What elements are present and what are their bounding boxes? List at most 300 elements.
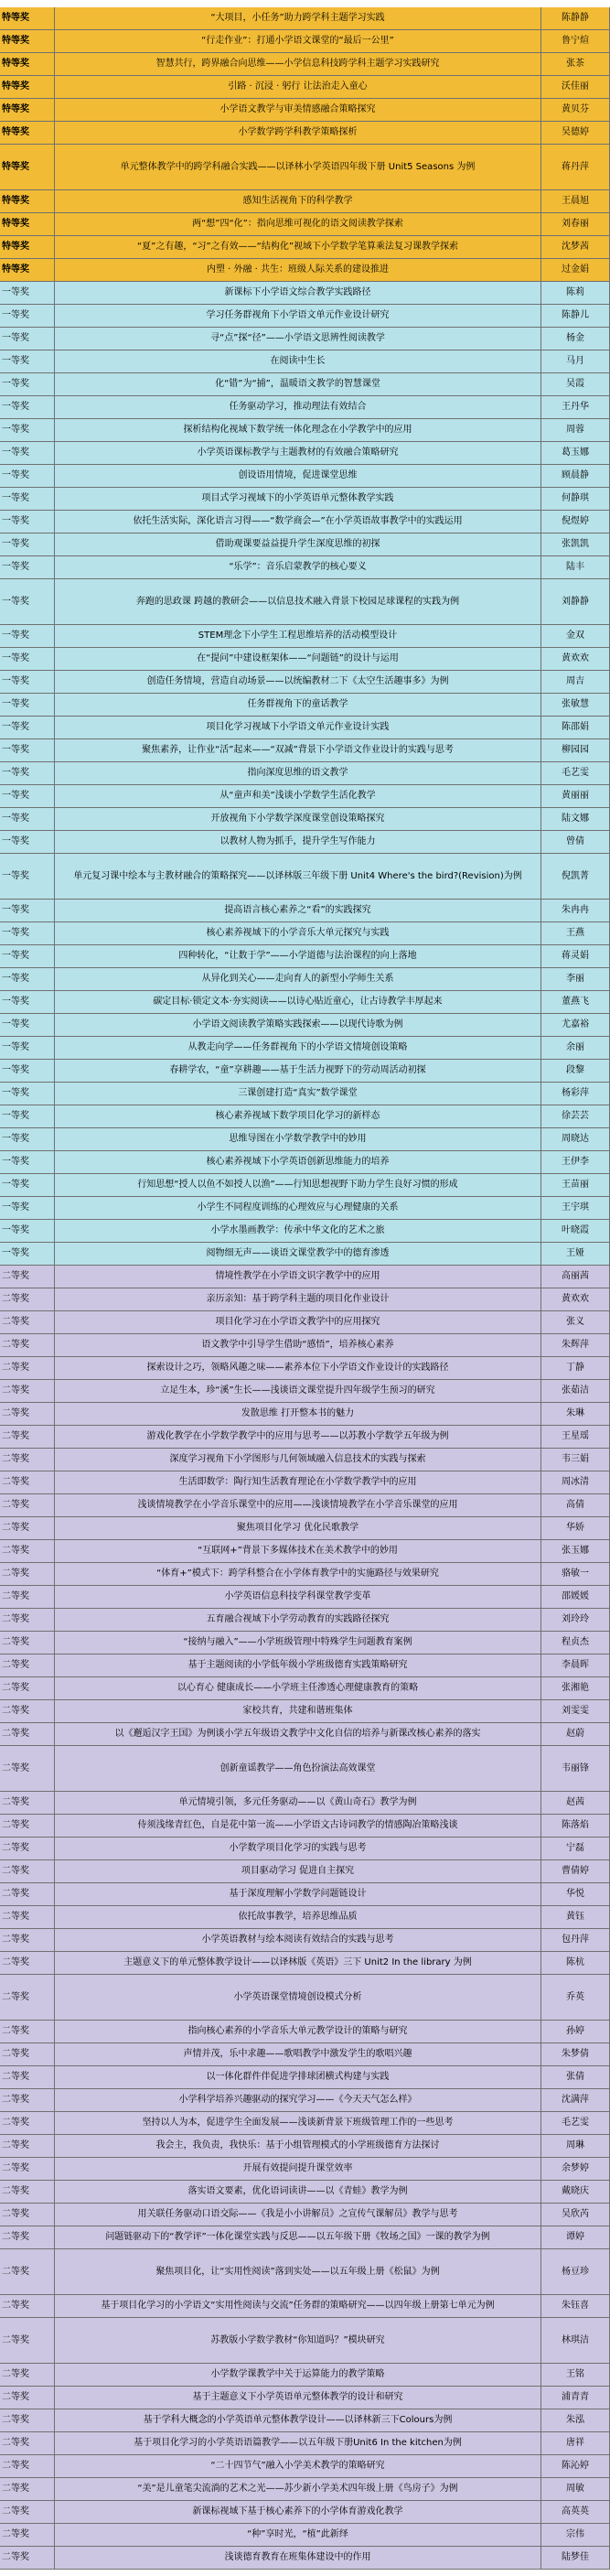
award-grade: 一等奖 (0, 1197, 55, 1219)
award-grade: 二等奖 (0, 2066, 55, 2088)
paper-title: 单元整体教学中的跨学科融合实践——以译林小学英语四年级下册 Unit5 Seasons 为例 (55, 145, 541, 189)
table-row (0, 259, 610, 282)
award-grade: 一等奖 (0, 1105, 55, 1127)
paper-title: 聚焦素养，让作业“活”起来——“双减”背景下小学语文作业设计的实践与思考 (55, 739, 541, 761)
paper-title: 小学英语课标教学与主题教材的有效融合策略研究 (55, 442, 541, 464)
table-row (0, 2181, 610, 2204)
table-row (0, 145, 610, 190)
award-grade: 二等奖 (0, 2501, 55, 2523)
author-name: 刘静静 (541, 579, 610, 624)
table-row (0, 785, 610, 808)
table-row (0, 1426, 610, 1449)
table-row (0, 7, 610, 30)
award-grade: 二等奖 (0, 2112, 55, 2134)
table-row (0, 2478, 610, 2501)
author-name: 陈邵娟 (541, 717, 610, 738)
paper-title: 碳定目标·锁定文本·夯实阅读——以诗心贴近童心，让古诗教学丰厚起来 (55, 991, 541, 1013)
table-row (0, 2066, 610, 2089)
paper-title: 发散思维 打开整本书的魅力 (55, 1403, 541, 1425)
author-name: 陈静静 (541, 7, 610, 29)
paper-title: 基于项目化学习的小学语文“实用性阅读与交流”任务群的策略研究——以四年级上册第七单元为例 (55, 2295, 541, 2317)
award-grade: 特等奖 (0, 76, 55, 98)
paper-title: 游戏化教学在小学数学教学中的应用与思考——以苏教小学数学五年级为例 (55, 1426, 541, 1448)
award-grade: 一等奖 (0, 556, 55, 578)
paper-title: 阅物细无声——谈语文课堂教学中的德育渗透 (55, 1243, 541, 1265)
table-row (0, 511, 610, 534)
paper-title: 小学语文教学与审美情感融合策略探究 (55, 99, 541, 121)
award-grade: 一等奖 (0, 1060, 55, 1082)
award-grade: 一等奖 (0, 625, 55, 647)
award-grade: 一等奖 (0, 442, 55, 464)
table-row (0, 2295, 610, 2318)
table-row (0, 30, 610, 53)
paper-title: 创新童谣教学——角色扮演法高效课堂 (55, 1746, 541, 1791)
paper-title: 思维导图在小学数学教学中的妙用 (55, 1128, 541, 1150)
table-row (0, 1815, 610, 1838)
table-row (0, 1677, 610, 1700)
paper-title: 小学英语课堂情境创设模式分析 (55, 1975, 541, 2020)
author-name: 张敏慧 (541, 694, 610, 716)
table-row (0, 122, 610, 145)
paper-title: 侍须浅缘青红色，自是花中第一流——小学语文古诗词教学的情感陶冶策略浅谈 (55, 1815, 541, 1837)
award-grade: 二等奖 (0, 2524, 55, 2546)
award-grade: 一等奖 (0, 739, 55, 761)
author-name: 李丽 (541, 968, 610, 990)
table-row (0, 1151, 610, 1174)
author-name: 赵茜 (541, 1792, 610, 1814)
table-row (0, 1014, 610, 1037)
award-grade: 二等奖 (0, 1929, 55, 1951)
table-row (0, 1654, 610, 1677)
award-grade: 二等奖 (0, 2387, 55, 2409)
author-name: 王伊李 (541, 1151, 610, 1173)
paper-title: 感知生活视角下的科学教学 (55, 190, 541, 212)
award-grade: 特等奖 (0, 213, 55, 235)
award-grade: 一等奖 (0, 717, 55, 738)
table-row (0, 2249, 610, 2295)
paper-title: 依托故事教学，培养思维品质 (55, 1906, 541, 1928)
paper-title: 生活即数学：陶行知生活教育理论在小学数学教学中的应用 (55, 1471, 541, 1493)
author-name: 戴晓庆 (541, 2181, 610, 2203)
table-row (0, 328, 610, 350)
table-row (0, 1357, 610, 1380)
award-grade: 一等奖 (0, 373, 55, 395)
author-name: 丁静 (541, 1357, 610, 1379)
author-name: 沈满萍 (541, 2089, 610, 2111)
paper-title: 在“提问”中建设框架体——“问题链”的设计与运用 (55, 648, 541, 670)
table-row (0, 900, 610, 922)
author-name: 金双 (541, 625, 610, 647)
author-name: 周吉 (541, 671, 610, 693)
award-grade: 二等奖 (0, 2364, 55, 2386)
table-row (0, 1952, 610, 1975)
table-row (0, 2547, 610, 2570)
author-name: 王铭 (541, 2364, 610, 2386)
table-row (0, 922, 610, 945)
paper-title: 小学数学项目化学习的实践与思考 (55, 1838, 541, 1859)
table-row (0, 1197, 610, 1220)
paper-title: 新课标视域下基于核心素养下的小学体育游戏化教学 (55, 2501, 541, 2523)
award-grade: 特等奖 (0, 99, 55, 121)
paper-title: 任务群视角下的童话教学 (55, 694, 541, 716)
author-name: 张湘艳 (541, 1677, 610, 1699)
table-row (0, 648, 610, 671)
author-name: 周敏 (541, 2478, 610, 2500)
award-grade: 二等奖 (0, 1540, 55, 1562)
award-grade: 二等奖 (0, 2181, 55, 2203)
award-grade: 一等奖 (0, 900, 55, 922)
paper-title: 小学数学课教学中关于运算能力的教学策略 (55, 2364, 541, 2386)
award-grade: 二等奖 (0, 1563, 55, 1585)
author-name: 浦青青 (541, 2387, 610, 2409)
award-grade: 一等奖 (0, 282, 55, 304)
award-grade: 二等奖 (0, 2409, 55, 2431)
author-name: 陈沁婷 (541, 2455, 610, 2477)
author-name: 林琪洁 (541, 2318, 610, 2363)
table-row (0, 1494, 610, 1517)
author-name: 高丽茜 (541, 1266, 610, 1288)
award-grade: 二等奖 (0, 1334, 55, 1356)
award-grade: 一等奖 (0, 305, 55, 327)
author-name: 杨金 (541, 328, 610, 350)
paper-title: 立足生本，珍“溪”生长——浅谈语文课堂提升四年级学生预习的研究 (55, 1380, 541, 1402)
award-grade: 二等奖 (0, 1357, 55, 1379)
award-grade: 二等奖 (0, 1426, 55, 1448)
table-row (0, 190, 610, 213)
award-grade: 二等奖 (0, 1380, 55, 1402)
table-row (0, 2364, 610, 2387)
paper-title: 奔跑的思政课 跨越的教研会——以信息技术融入背景下校园足球课程的实践为例 (55, 579, 541, 624)
award-grade: 一等奖 (0, 579, 55, 624)
award-grade: 二等奖 (0, 1746, 55, 1791)
table-row (0, 1128, 610, 1151)
award-grade: 二等奖 (0, 1654, 55, 1676)
award-grade: 二等奖 (0, 1311, 55, 1333)
author-name: 吴霞 (541, 373, 610, 395)
award-grade: 二等奖 (0, 1860, 55, 1882)
author-name: 张茹洁 (541, 1380, 610, 1402)
paper-title: 浅谈德育教育在班集体建设中的作用 (55, 2547, 541, 2569)
award-grade: 一等奖 (0, 1083, 55, 1105)
award-grade: 二等奖 (0, 1471, 55, 1493)
paper-title: 苏教版小学数学教材“你知道吗？”模块研究 (55, 2318, 541, 2363)
award-grade: 二等奖 (0, 1677, 55, 1699)
author-name: 高英英 (541, 2501, 610, 2523)
paper-title: 小学英语信息科技学科课堂教学变革 (55, 1586, 541, 1608)
paper-title: 基于学科大概念的小学英语单元整体教学设计——以译林新三下Colours为例 (55, 2409, 541, 2431)
table-row (0, 2226, 610, 2249)
author-name: 王娅 (541, 1243, 610, 1265)
author-name: 韦三娟 (541, 1449, 610, 1471)
paper-title: 项目驱动学习 促进自主探究 (55, 1860, 541, 1882)
paper-title: 指向深度思维的语文教学 (55, 762, 541, 784)
paper-title: 项目式学习视域下的小学英语单元整体教学实践 (55, 488, 541, 510)
award-grade: 一等奖 (0, 648, 55, 670)
author-name: 周琳 (541, 2135, 610, 2157)
award-grade: 二等奖 (0, 2158, 55, 2180)
award-grade: 二等奖 (0, 2249, 55, 2294)
award-grade: 一等奖 (0, 419, 55, 441)
author-name: 毛艺雯 (541, 762, 610, 784)
award-grade: 特等奖 (0, 30, 55, 52)
paper-title: 引路 · 沉浸 · 躬行 让法治走入童心 (55, 76, 541, 98)
paper-title: 坚持以人为本，促进学生全面发展——浅谈新背景下班级管理工作的一些思考 (55, 2112, 541, 2134)
award-grade: 二等奖 (0, 1723, 55, 1745)
paper-title: 以《邂逅汉字王国》为例谈小学五年级语文教学中文化自信的培养与新课改核心素养的落实 (55, 1723, 541, 1745)
paper-title: 行知思想“授人以鱼不如授人以渔”——行知思想视野下助力学生良好习惯的形成 (55, 1174, 541, 1196)
paper-title: “夏”之有趣，“习”之有效——“结构化”视域下小学数学笔算乘法复习课教学探索 (55, 236, 541, 258)
table-row (0, 2455, 610, 2478)
award-grade: 二等奖 (0, 1792, 55, 1814)
table-row (0, 2021, 610, 2043)
table-row (0, 1792, 610, 1815)
table-row (0, 2112, 610, 2135)
paper-title: 基于深度理解小学数学问题链设计 (55, 1883, 541, 1905)
paper-title: 任务驱动学习，推动理法有效结合 (55, 396, 541, 418)
paper-title: 指向核心素养的小学音乐大单元教学设计的策略与研究 (55, 2021, 541, 2042)
paper-title: 问题链驱动下的“教学评”一体化课堂实践与反思——以五年级下册《牧场之国》一课的教学为例 (55, 2226, 541, 2248)
table-row (0, 1288, 610, 1311)
award-grade: 特等奖 (0, 53, 55, 75)
paper-title: 五育融合视域下小学劳动教育的实践路径探究 (55, 1609, 541, 1631)
award-grade: 二等奖 (0, 2226, 55, 2248)
table-row (0, 579, 610, 625)
paper-title: 我会主，我负责，我快乐：基于小组管理模式的小学班级德育方法探讨 (55, 2135, 541, 2157)
paper-title: “乐学”：音乐启蒙教学的核心要义 (55, 556, 541, 578)
award-grade: 一等奖 (0, 511, 55, 533)
paper-title: “行走作业”：打通小学语文课堂的“最后一公里” (55, 30, 541, 52)
award-grade: 一等奖 (0, 945, 55, 967)
author-name: 孙婷 (541, 2021, 610, 2042)
award-grade: 特等奖 (0, 122, 55, 144)
table-row (0, 465, 610, 488)
paper-title: 从异化到关心——走向育人的新型小学师生关系 (55, 968, 541, 990)
author-name: 王苗丽 (541, 1174, 610, 1196)
table-row (0, 2204, 610, 2226)
table-row (0, 396, 610, 419)
paper-title: 情境性教学在小学语文识字教学中的应用 (55, 1266, 541, 1288)
paper-title: 核心素养视域下小学英语创新思维能力的培养 (55, 1151, 541, 1173)
paper-title: 语文教学中引导学生借助“感悟”，培养核心素养 (55, 1334, 541, 1356)
award-grade: 二等奖 (0, 1517, 55, 1539)
table-row (0, 2135, 610, 2158)
table-row (0, 2089, 610, 2112)
paper-title: 聚焦项目化，让“实用性阅读”落到实处——以五年级上册《松鼠》为例 (55, 2249, 541, 2294)
award-grade: 特等奖 (0, 190, 55, 212)
paper-title: 小学语文阅读教学策略实践探索——以现代诗歌为例 (55, 1014, 541, 1036)
paper-title: “美”是儿童笔尖流淌的艺术之光——苏少新小学美术四年级上册《鸟房子》为例 (55, 2478, 541, 2500)
award-grade: 二等奖 (0, 2547, 55, 2569)
award-grade: 二等奖 (0, 2089, 55, 2111)
author-name: 高倩 (541, 1494, 610, 1516)
paper-title: 开展有效提问提升课堂效率 (55, 2158, 541, 2180)
author-name: 鲁宁煊 (541, 30, 610, 52)
paper-title: 依托生活实际，深化语言习得——“数学商会—”在小学英语故事教学中的实践运用 (55, 511, 541, 533)
paper-title: 单元复习课中绘本与主教材融合的策略探究——以译林版三年级下册 Unit4 Where's the bird?(Revision)为例 (55, 854, 541, 899)
author-name: 尤嘉裕 (541, 1014, 610, 1036)
table-row (0, 2432, 610, 2455)
table-row (0, 556, 610, 579)
award-grade: 一等奖 (0, 671, 55, 693)
award-grade: 一等奖 (0, 1037, 55, 1059)
paper-title: 聚焦项目化学习 优化民歌教学 (55, 1517, 541, 1539)
author-name: 王晨旭 (541, 190, 610, 212)
author-name: 朱冉冉 (541, 900, 610, 922)
author-name: 陆文娜 (541, 808, 610, 830)
table-row (0, 1471, 610, 1494)
paper-title: 亲历亲知：基于跨学科主题的项目化作业设计 (55, 1288, 541, 1310)
author-name: 倪凯菁 (541, 854, 610, 899)
award-grade: 二等奖 (0, 2295, 55, 2317)
author-name: 邵媛媛 (541, 1586, 610, 1608)
author-name: 黄欢欢 (541, 1288, 610, 1310)
author-name: 刘雯雯 (541, 1700, 610, 1722)
paper-title: 小学水墨画教学：传承中华文化的艺术之旅 (55, 1220, 541, 1242)
author-name: 葛玉娜 (541, 442, 610, 464)
award-grade: 一等奖 (0, 922, 55, 944)
paper-title: “种”享时光，“植”此新绎 (55, 2524, 541, 2546)
paper-title: 落实语文要素，优化语词读讲——以《青蛙》教学为例 (55, 2181, 541, 2203)
paper-title: 三课创建打造“真实”数学课堂 (55, 1083, 541, 1105)
paper-title: 小学数学跨学科教学策略探析 (55, 122, 541, 144)
author-name: 韦丽锋 (541, 1746, 610, 1791)
award-grade: 二等奖 (0, 1288, 55, 1310)
award-grade: 二等奖 (0, 2021, 55, 2042)
author-name: 黄贝芬 (541, 99, 610, 121)
paper-title: 以心育心 健康成长——小学班主任渗透心理健康教育的策略 (55, 1677, 541, 1699)
author-name: 王燕 (541, 922, 610, 944)
table-row (0, 534, 610, 556)
award-grade: 二等奖 (0, 1906, 55, 1928)
author-name: 华娇 (541, 1517, 610, 1539)
award-grade: 二等奖 (0, 2432, 55, 2454)
table-row (0, 2318, 610, 2364)
award-grade: 一等奖 (0, 534, 55, 555)
table-row (0, 1838, 610, 1860)
author-name: 朱梦倩 (541, 2043, 610, 2065)
award-grade: 二等奖 (0, 2318, 55, 2363)
award-grade: 一等奖 (0, 808, 55, 830)
author-name: 蒋灵娟 (541, 945, 610, 967)
award-grade: 一等奖 (0, 350, 55, 372)
paper-title: 在阅读中生长 (55, 350, 541, 372)
table-row (0, 1700, 610, 1723)
award-grade: 二等奖 (0, 2043, 55, 2065)
award-grade: 一等奖 (0, 488, 55, 510)
author-name: 刘玲玲 (541, 1609, 610, 1631)
author-name: 陈杭 (541, 1952, 610, 1974)
paper-title: 新课标下小学语文综合教学实践路径 (55, 282, 541, 304)
paper-title: 探索设计之巧，领略风趣之味——素养本位下小学语文作业设计的实践路径 (55, 1357, 541, 1379)
paper-title: 家校共育，共建和谐班集体 (55, 1700, 541, 1722)
table-row (0, 1083, 610, 1105)
paper-title: STEM理念下小学生工程思维培养的活动模型设计 (55, 625, 541, 647)
table-row (0, 1746, 610, 1792)
paper-title: 用关联任务驱动口语交际——《我是小小讲解员》之宣传气课解员》教学与思考 (55, 2204, 541, 2226)
paper-title: 寻“点”探“径”——小学语文思辨性阅读教学 (55, 328, 541, 350)
author-name: 黄钰 (541, 1906, 610, 1928)
author-name: 周冰清 (541, 1471, 610, 1493)
table-row (0, 282, 610, 305)
award-grade: 特等奖 (0, 7, 55, 29)
table-row (0, 968, 610, 991)
author-name: 蒋丹萍 (541, 145, 610, 189)
award-grade: 一等奖 (0, 1128, 55, 1150)
author-name: 沈梦茜 (541, 236, 610, 258)
award-grade: 二等奖 (0, 2455, 55, 2477)
table-row (0, 1334, 610, 1357)
table-row (0, 99, 610, 122)
award-grade: 二等奖 (0, 1815, 55, 1837)
author-name: 张玉娜 (541, 1540, 610, 1562)
table-row (0, 1060, 610, 1083)
table-row (0, 625, 610, 648)
author-name: 余丽 (541, 1037, 610, 1059)
table-row (0, 694, 610, 717)
award-grade: 一等奖 (0, 1014, 55, 1036)
award-grade: 一等奖 (0, 991, 55, 1013)
paper-title: 春耕学农，“童”享耕趣——基于生活力视野下的劳动周活动初探 (55, 1060, 541, 1082)
award-grade: 一等奖 (0, 465, 55, 487)
table-row (0, 1632, 610, 1654)
award-grade: 一等奖 (0, 1151, 55, 1173)
author-name: 陈落焰 (541, 1815, 610, 1837)
author-name: 顾晨静 (541, 465, 610, 487)
award-grade: 一等奖 (0, 968, 55, 990)
table-row (0, 2409, 610, 2432)
award-grade: 一等奖 (0, 328, 55, 350)
table-row (0, 1220, 610, 1243)
author-name: 沃佳丽 (541, 76, 610, 98)
author-name: 赵蔚 (541, 1723, 610, 1745)
paper-title: 基于项目化学习的小学英语语篇教学——以五年级下册Unit6 In the kitchen为例 (55, 2432, 541, 2454)
paper-title: 智慧共行，跨界融合向思维——小学信息科技跨学科主题学习实践研究 (55, 53, 541, 75)
table-row (0, 419, 610, 442)
table-row (0, 1037, 610, 1060)
table-row (0, 305, 610, 328)
paper-title: 项目化学习在小学语文教学中的应用探究 (55, 1311, 541, 1333)
award-grade: 特等奖 (0, 259, 55, 281)
author-name: 杨豆珍 (541, 2249, 610, 2294)
table-row (0, 373, 610, 396)
table-row (0, 1723, 610, 1746)
author-name: 张茶 (541, 53, 610, 75)
table-row (0, 488, 610, 511)
paper-title: 创造任务情境，营造自动场景——以统编教材二下《太空生活趣事多》为例 (55, 671, 541, 693)
award-grade: 二等奖 (0, 1266, 55, 1288)
table-row (0, 1563, 610, 1586)
award-grade: 一等奖 (0, 1220, 55, 1242)
author-name: 陆梦佳 (541, 2547, 610, 2569)
paper-title: 创设语用情境，促进课堂思维 (55, 465, 541, 487)
award-grade: 二等奖 (0, 1975, 55, 2020)
table-row (0, 831, 610, 854)
table-row (0, 808, 610, 831)
paper-title: “互联网+”背景下多媒体技术在美术教学中的妙用 (55, 1540, 541, 1562)
paper-title: 核心素养视域下数学项目化学习的新样态 (55, 1105, 541, 1127)
award-grade: 二等奖 (0, 1952, 55, 1974)
award-grade: 二等奖 (0, 1494, 55, 1516)
author-name: 黄欢欢 (541, 648, 610, 670)
author-name: 刘春丽 (541, 213, 610, 235)
paper-title: 项目化学习视域下小学语文单元作业设计实践 (55, 717, 541, 738)
author-name: 朱泓 (541, 2409, 610, 2431)
author-name: 朱钰喜 (541, 2295, 610, 2317)
author-name: 王宇琪 (541, 1197, 610, 1219)
award-grade: 二等奖 (0, 2478, 55, 2500)
award-grade: 一等奖 (0, 1174, 55, 1196)
award-grade: 二等奖 (0, 2204, 55, 2226)
